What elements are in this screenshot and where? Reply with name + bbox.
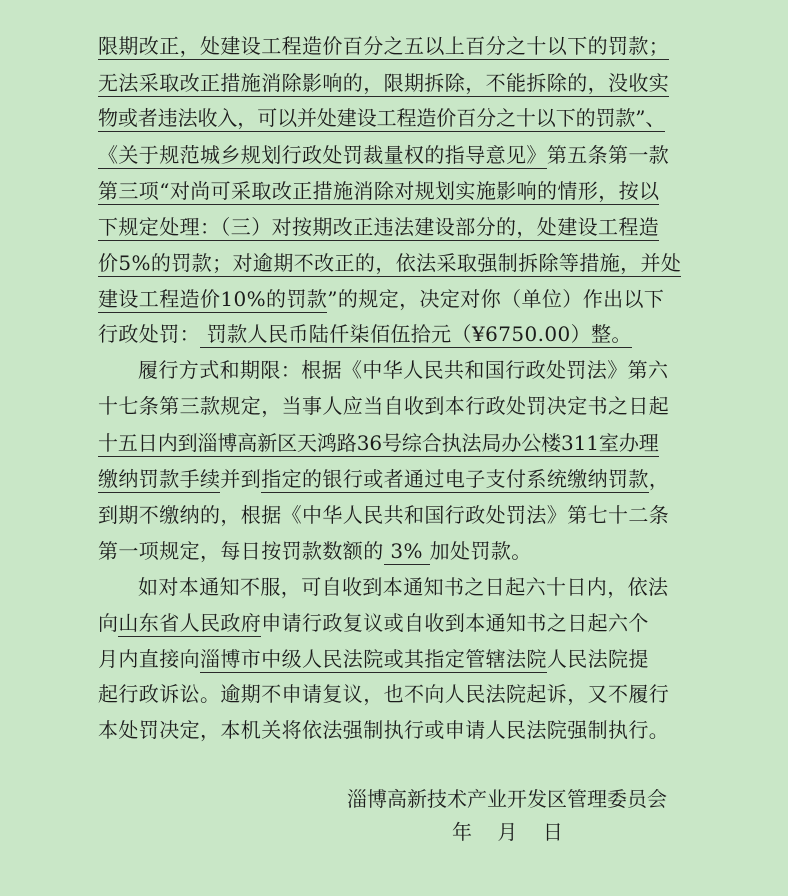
text-segment: 第一项规定，每日按罚款数额的 [98, 539, 384, 563]
issuing-organization: 淄博高新技术产业开发区管理委员会 [347, 787, 667, 811]
text-line [98, 71, 738, 95]
text-line [98, 322, 738, 346]
text-line [98, 251, 738, 275]
underlined-segment: 《关于规范城乡规划行政处罚裁量权的指导意见》 [98, 143, 547, 167]
text-line [138, 575, 738, 599]
text-segment: 到期不缴纳的，根据《中华人民共和国行政处罚法》第七十二条 [98, 503, 670, 527]
text-segment: ， [648, 467, 670, 491]
text-line [98, 215, 738, 239]
text-segment: 人民法院提 [546, 647, 649, 671]
text-segment: 如对本通知不服，可自收到本通知书之日起六十日内，依法 [138, 575, 669, 599]
text-line [98, 179, 738, 203]
text-line [98, 106, 738, 130]
underlined-segment: 限期改正，处建设工程造价百分之五以上百分之十以下的罚款； [98, 34, 670, 58]
text-line [98, 34, 738, 58]
text-line [98, 647, 738, 671]
text-segment: 向 [98, 611, 119, 635]
underlined-segment: 指定的银行或者通过电子支付系统缴纳罚款 [261, 467, 649, 491]
text-segment: ”的规定，决定对你（单位）作出以下 [327, 287, 665, 311]
text-line [98, 143, 738, 167]
text-segment: 履行方式和期限：根据《中华人民共和国行政处罚法》第六 [138, 358, 669, 382]
underlined-segment: 山东省人民政府 [118, 611, 262, 635]
text-line [138, 358, 738, 382]
underlined-segment: 缴纳罚款手续 [98, 467, 221, 491]
underlined-segment: 3% [383, 539, 430, 563]
underlined-segment: 无法采取改正措施消除影响的，限期拆除，不能拆除的，没收实 [98, 71, 670, 95]
text-line [98, 611, 738, 635]
underlined-segment: 淄博市中级人民法院或其指定管辖法院 [200, 647, 547, 671]
text-segment: 第五条第一款 [546, 143, 670, 167]
text-line [98, 503, 738, 527]
text-segment: 十七条第三款规定，当事人应当自收到本行政处罚决定书之日起 [98, 394, 670, 418]
underlined-segment: 十五日内到淄博高新区天鸿路36号综合执法局办公楼311室办理 [98, 431, 659, 455]
text-line [98, 287, 738, 311]
underlined-segment: 物或者违法收入，可以并处建设工程造价百分之十以下的罚款”、 [98, 106, 666, 130]
text-segment: 起行政诉讼。逾期不申请复议，也不向人民法院起诉，又不履行 [98, 682, 670, 706]
underlined-segment: 下规定处理：（三）对按期改正违法建设部分的，处建设工程造 [98, 215, 660, 239]
underlined-segment: 第三项“对尚可采取改正措施消除对规划实施影响的情形，按以 [98, 179, 660, 203]
text-line [98, 467, 738, 491]
text-segment: 本处罚决定，本机关将依法强制执行或申请人民法院强制执行。 [98, 718, 670, 742]
text-segment: 加处罚款。 [429, 539, 532, 563]
text-line [98, 431, 738, 455]
underlined-segment: 罚款人民币陆仟柒佰伍拾元（¥6750.00）整。 [200, 322, 632, 346]
text-segment: 申请行政复议或自收到本通知书之日起六个 [261, 611, 649, 635]
text-line [98, 394, 738, 418]
text-line [98, 682, 738, 706]
text-segment: 行政处罚： [98, 322, 200, 346]
text-line [98, 718, 738, 742]
text-segment: 月内直接向 [98, 647, 200, 671]
underlined-segment: 价5%的罚款；对逾期不改正的，依法采取强制拆除等措施，并处 [98, 251, 682, 275]
underlined-segment: 建设工程造价10%的罚款 [98, 287, 328, 311]
date-line: 年 月 日 [452, 820, 563, 844]
text-segment: 并到 [220, 467, 262, 491]
text-line [98, 539, 738, 563]
